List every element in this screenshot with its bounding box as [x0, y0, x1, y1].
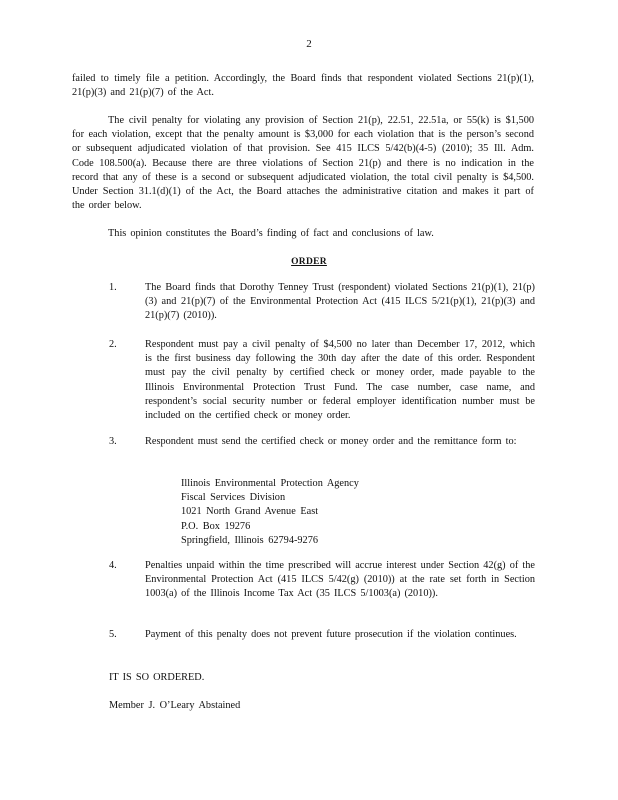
address-line-division: Fiscal Services Division — [181, 492, 286, 504]
paragraph-failed-to-petition: failed to timely file a petition. Accordingly, the Board finds that respondent violated Sections 21(p)(1), 21(p)(3) and 21(p)(7) of the Act. — [72, 73, 534, 99]
order-item-text: Payment of this penalty does not prevent future prosecution if the violation continues. — [145, 629, 517, 640]
order-item-number: 2. — [109, 339, 117, 350]
paragraph-findings: This opinion constitutes the Board’s finding of fact and conclusions of law. — [108, 228, 434, 239]
address-line-city: Springfield, Illinois 62794-9276 — [181, 534, 318, 546]
order-item-number: 1. — [109, 282, 117, 293]
order-item-number: 3. — [109, 436, 117, 447]
order-item-number: 5. — [109, 629, 117, 640]
paragraph-civil-penalty: The civil penalty for violating any provision of Section 21(p), 22.51, 22.51a, or 55(k) is $1,500 for each violation, except that the penalty amount is $3,000 for each violation that is the person’s second or subsequent adjudicated violation of that provision. See 415 ILCS 5/42(b)(4-5) (2010); 35 Ill. Adm. Code 108.500(a). Because there are three violations of Section 21(p) and there is no indication in the record that any of these is a second or subsequent adjudicated violation, the total civil penalty is $4,500. Under Section 31.1(d)(1) of the Act, the Board attaches the administrative citation and makes it part of the order below. — [72, 115, 534, 212]
order-heading — [0, 255, 618, 269]
order-item-text: Penalties unpaid within the time prescribed will accrue interest under Section 42(g) of the Environmental Protection Act (415 ILCS 5/42(g) (2010)) at the rate set forth in Section 1003(a) of the Illinois Income Tax Act (35 ILCS 5/1003(a) (2010)). — [145, 560, 535, 600]
address-line-agency: Illinois Environmental Protection Agency — [181, 478, 359, 489]
order-item-text: The Board finds that Dorothy Tenney Trust (respondent) violated Sections 21(p)(1), 21(p)(3) and 21(p)(7) of the Environmental Protection Act (415 ILCS 5/21(p)(1), 21(p)(3) and 21(p)(7) (2010)). — [145, 282, 535, 322]
member-abstention-note: Member J. O’Leary Abstained — [109, 700, 241, 711]
closing-statement: IT IS SO ORDERED. — [109, 672, 205, 683]
order-item-text: Respondent must pay a civil penalty of $4,500 no later than December 17, 2012, which is the first business day following the 30th day after the date of this order. Respondent must pay the civil penalty by certified check or money order, made payable to the Illinois Environmental Protection Trust Fund. The case number, case name, and respondent’s social security number or federal employer identification number must be included on the certified check or money order. — [145, 339, 535, 422]
page-number: 2 — [306, 38, 312, 50]
address-line-street: 1021 North Grand Avenue East — [181, 506, 319, 518]
order-heading-text: ORDER — [291, 257, 327, 267]
order-item-text: Respondent must send the certified check or money order and the remittance form to: — [145, 436, 517, 447]
address-line-po-box: P.O. Box 19276 — [181, 520, 251, 532]
order-item-number: 4. — [109, 560, 117, 571]
remittance-address — [181, 477, 359, 548]
